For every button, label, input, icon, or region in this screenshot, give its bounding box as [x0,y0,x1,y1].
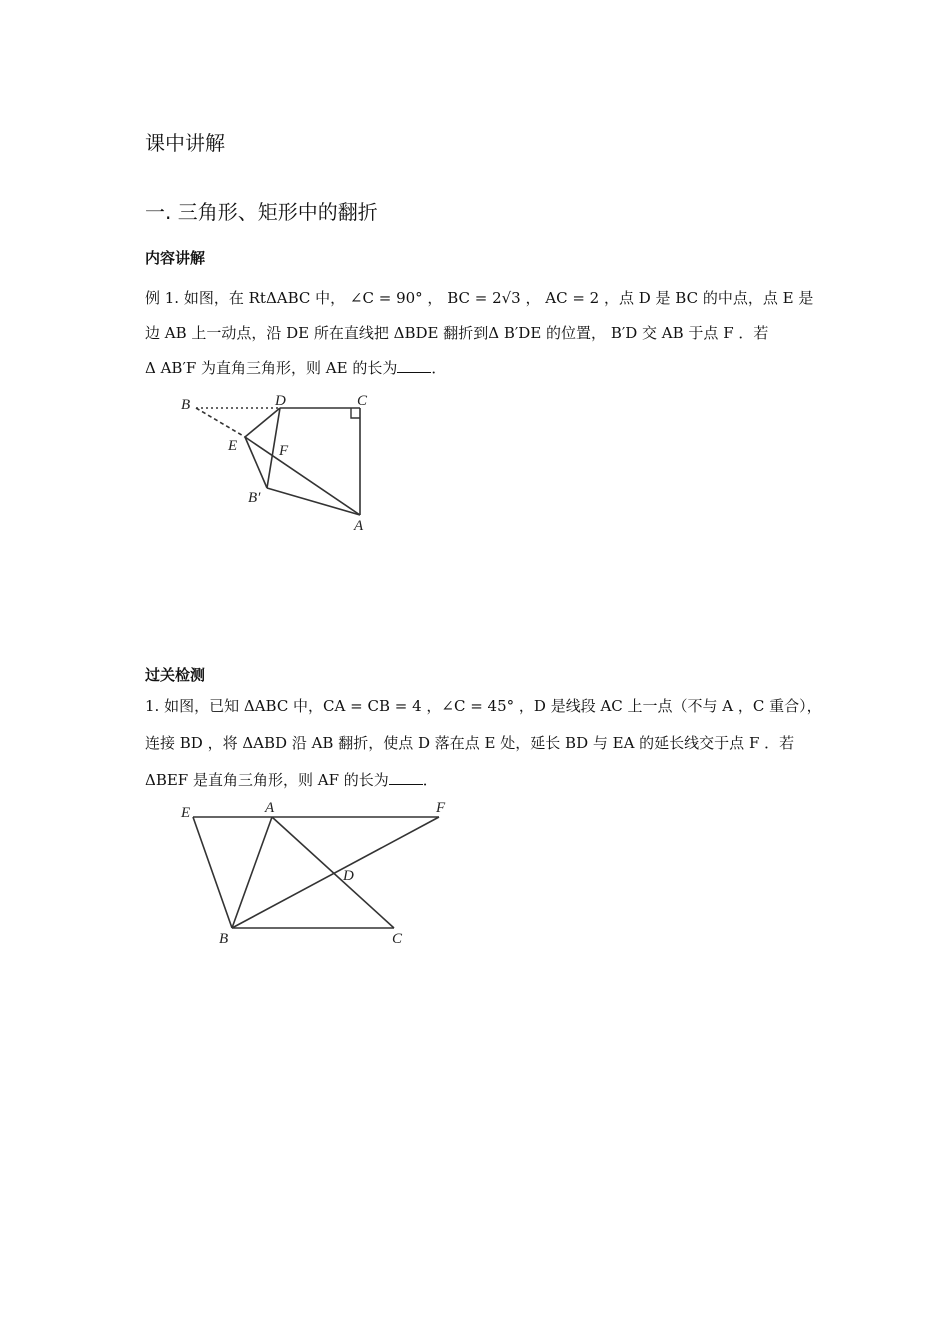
answer-blank [389,770,423,785]
lesson-title: 课中讲解 [145,131,225,155]
check-heading: 过关检测 [145,666,206,684]
fig2-label-d: D [343,868,354,884]
example1-line2: 边 AB 上一动点，沿 DE 所在直线把 ΔBDE 翻折到Δ B′DE 的位置， B′D 交 AB 于点 F ．若 [145,324,769,342]
fig2-segment-ac [272,817,394,928]
example1-line3-end: ． [431,359,447,377]
exercise1-line2: 连接 BD ，将 ΔABD 沿 AB 翻折，使点 D 落在点 E 处，延长 BD 与 EA 的延长线交于点 F ．若 [145,734,795,752]
example1-line1: 例 1. 如图，在 RtΔABC 中， ∠C = 90° ， BC = 2√3 ， AC = 2 ，点 D 是 BC 的中点，点 E 是 [145,289,814,307]
fig2-label-c: C [392,931,403,947]
fig1-label-c: C [357,393,368,409]
fig1-label-bprime: B′ [248,490,261,506]
fig1-label-f: F [279,443,289,459]
fig2-segment-ab [232,817,272,928]
exercise1-line3-text: ΔBEF 是直角三角形，则 AF 的长为 [145,771,389,789]
fig2-label-e: E [181,805,191,821]
fig2-label-a: A [265,800,275,816]
fig1-segment-be-dashed [196,408,245,437]
exercise1-line1: 1. 如图，已知 ΔABC 中，CA = CB = 4 ，∠C = 45° ，D 是线段 AC 上一点（不与 A ，C 重合）， [145,697,822,715]
example1-line3-text: Δ AB′F 为直角三角形，则 AE 的长为 [145,359,398,377]
fig1-segment-ed [245,408,280,437]
fig1-label-d: D [275,393,286,409]
fig2-segment-bf [232,817,439,928]
fig1-segment-bpa [267,488,360,515]
content-heading: 内容讲解 [145,249,206,267]
exercise1-line3-end: ． [422,771,438,789]
fig1-right-angle-mark [351,408,360,418]
fig2-label-f: F [436,800,446,816]
fig1-label-e: E [228,438,238,454]
fig2-segment-eb [193,817,232,928]
fig1-label-a: A [354,518,364,534]
fig1-label-b: B [181,397,191,413]
fig2-label-b: B [219,931,229,947]
section-title: 一. 三角形、矩形中的翻折 [145,200,378,224]
exercise1-line3 [145,770,438,790]
